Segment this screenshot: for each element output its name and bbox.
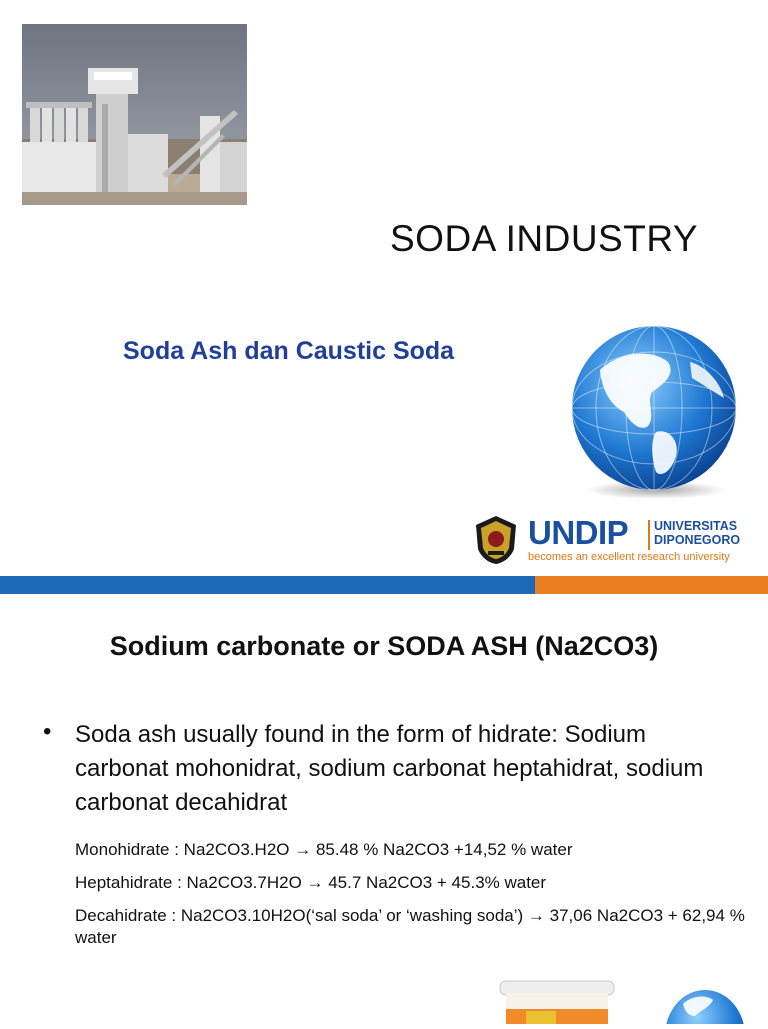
university-seal-icon xyxy=(474,515,518,565)
slide-2-title: Sodium carbonate or SODA ASH (Na2CO3) xyxy=(109,631,659,661)
globe-icon xyxy=(560,322,750,502)
logo-divider xyxy=(648,520,650,550)
logo-university-name xyxy=(654,519,740,547)
undip-logo xyxy=(470,512,750,570)
slide-2 xyxy=(0,595,768,1024)
bullet-text: Soda ash usually found in the form of hidrate: Sodium carbonat mohonidrat, sodium carbonat heptahidrat, sodium carbonat decahidrat xyxy=(75,721,704,816)
decahidrate-line: Decahidrate : Na2CO3.10H2O(‘sal soda’ or ‘washing soda’) → 37,06 Na2CO3 + 62,94 % water xyxy=(75,906,745,947)
logo-uni-line2: DIPONEGORO xyxy=(654,533,741,547)
logo-tagline: becomes an excellent research university xyxy=(528,551,730,563)
slide-subtitle: Soda Ash dan Caustic Soda xyxy=(123,337,455,365)
heptahidrate-line: Heptahidrate : Na2CO3.7H2O → 45.7 Na2CO3 + 45.3% water xyxy=(75,873,547,892)
industrial-plant-photo xyxy=(22,24,247,205)
bullet-icon: • xyxy=(43,718,52,745)
footer-band-blue xyxy=(0,576,535,594)
logo-uni-line1: UNIVERSITAS xyxy=(654,519,738,533)
logo-wordmark: UNDIP xyxy=(528,514,629,551)
footer-band-orange xyxy=(535,576,768,594)
globe-small-icon xyxy=(665,990,768,1024)
slide-title: SODA INDUSTRY xyxy=(390,218,699,259)
soda-bucket-image xyxy=(498,975,616,1024)
monohidrate-line: Monohidrate : Na2CO3.H2O → 85.48 % Na2CO3 +14,52 % water xyxy=(75,840,573,859)
